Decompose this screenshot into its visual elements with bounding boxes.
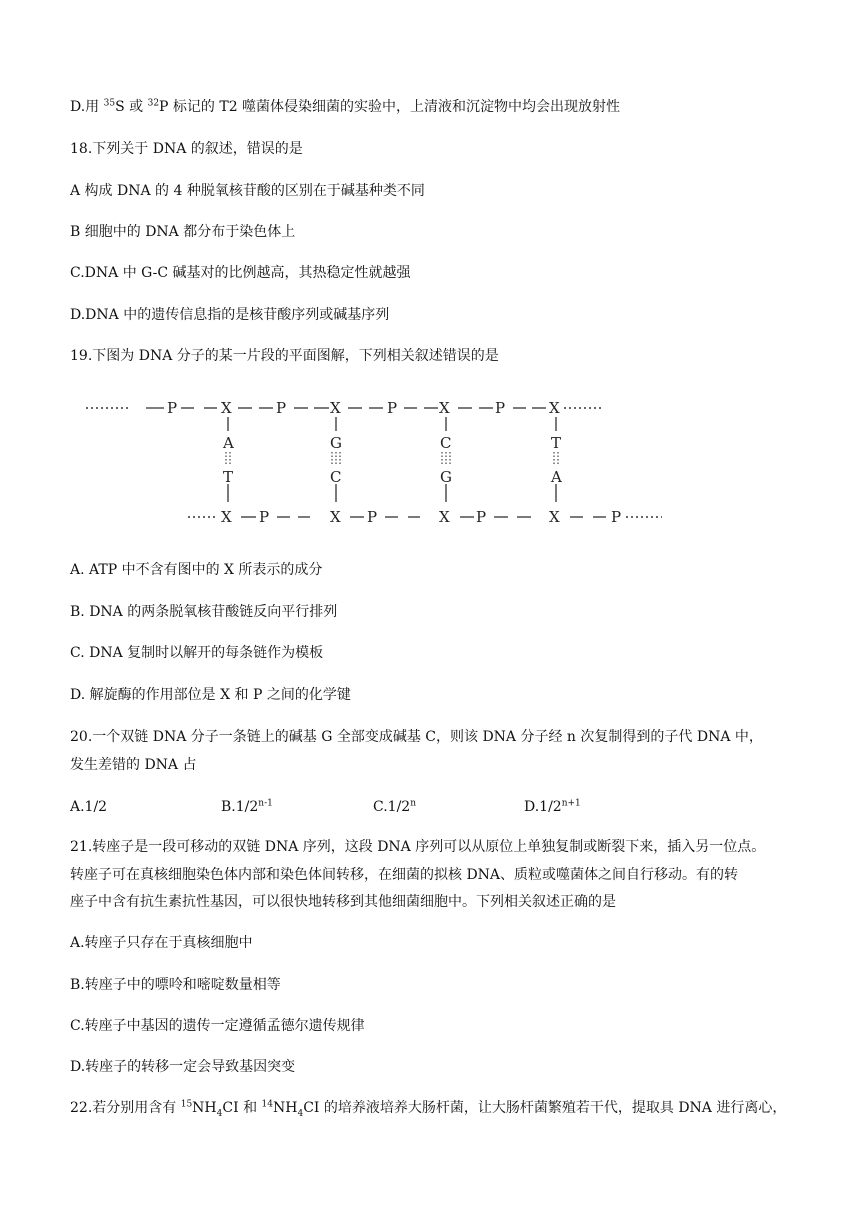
- x-label: X: [221, 508, 232, 526]
- base-label: G: [440, 468, 452, 486]
- q19-stem: 19.下图为 DNA 分子的某一片段的平面图解，下列相关叙述错误的是: [70, 348, 499, 364]
- text-fragment: B.1/2: [221, 799, 259, 815]
- dna-diagram: [80, 388, 680, 534]
- p-label: P: [259, 508, 270, 526]
- p-label: P: [167, 399, 178, 417]
- x-label: X: [221, 399, 232, 417]
- q22-stem: [70, 1098, 786, 1118]
- q19-option-b: B. DNA 的两条脱氧核苷酸链反向平行排列: [70, 604, 338, 620]
- text-fragment: CI 和: [222, 1100, 262, 1116]
- x-label: X: [439, 399, 450, 417]
- q18-option-a: A 构成 DNA 的 4 种脱氧核苷酸的区别在于碱基种类不同: [70, 183, 425, 199]
- base-label: T: [223, 468, 234, 486]
- p-label: P: [276, 399, 287, 417]
- q19-option-c: C. DNA 复制时以解开的每条链作为模板: [70, 645, 324, 661]
- superscript: n: [410, 798, 416, 809]
- text-fragment: P 标记的 T2 噬菌体侵染细菌的实验中，上清液和沉淀物中均会出现放射性: [159, 99, 621, 115]
- q21-option-c: C.转座子中基因的遗传一定遵循孟德尔遗传规律: [70, 1018, 365, 1034]
- q20-option-b: [221, 797, 273, 817]
- q20-stem-line1: 20.一个双链 DNA 分子一条链上的碱基 G 全部变成碱基 C，则该 DNA 分子经 n 次复制得到的子代 DNA 中，: [70, 729, 763, 745]
- q18-option-d: D.DNA 中的遗传信息指的是核苷酸序列或碱基序列: [70, 307, 390, 323]
- text-fragment: NH: [192, 1100, 217, 1116]
- hydrogen-bonds: [226, 452, 558, 466]
- text-fragment: D.1/2: [524, 799, 562, 815]
- text-fragment: CI 的培养液培养大肠杆菌，让大肠杆菌繁殖若干代，提取具 DNA 进行离心，: [303, 1100, 787, 1116]
- x-label: X: [549, 399, 560, 417]
- x-label: X: [330, 399, 341, 417]
- superscript: n-1: [258, 798, 273, 809]
- text-fragment: D.用: [70, 99, 104, 115]
- q21-stem-line1: 21.转座子是一段可移动的双链 DNA 序列，这段 DNA 序列可以从原位上单独复制或断裂下来，插入另一位点。: [70, 839, 766, 855]
- text-fragment: C.1/2: [373, 799, 411, 815]
- q19-option-a: A. ATP 中不含有图中的 X 所表示的成分: [70, 562, 323, 578]
- q21-stem-line2: 转座子可在真核细胞染色体内部和染色体间转移，在细菌的拟核 DNA、质粒或噬菌体之间自行移动。有的转: [70, 867, 739, 883]
- superscript: 32: [147, 98, 160, 109]
- q20-stem-line2: 发生差错的 DNA 占: [70, 757, 197, 773]
- text-fragment: S 或: [115, 99, 148, 115]
- base-label: A: [223, 434, 234, 452]
- x-label: X: [439, 508, 450, 526]
- x-label: X: [330, 508, 341, 526]
- base-label: C: [440, 434, 452, 452]
- p-label: P: [387, 399, 398, 417]
- q20-option-c: [373, 797, 416, 817]
- base-label: T: [551, 434, 562, 452]
- x-label: X: [549, 508, 560, 526]
- q20-option-d: [524, 797, 581, 817]
- subscript: 4: [297, 1108, 304, 1119]
- q19-option-d: D. 解旋酶的作用部位是 X 和 P 之间的化学键: [70, 687, 351, 703]
- text-fragment: 22.若分别用含有: [70, 1100, 181, 1116]
- superscript: 14: [261, 1099, 273, 1110]
- q18-stem: 18.下列关于 DNA 的叙述，错误的是: [70, 141, 303, 157]
- superscript: n+1: [561, 798, 581, 809]
- base-pair-connectors: [228, 417, 556, 502]
- text-fragment: NH: [272, 1100, 298, 1116]
- p-label: P: [367, 508, 378, 526]
- p-label: P: [476, 508, 487, 526]
- p-label: P: [611, 508, 622, 526]
- subscript: 4: [216, 1108, 223, 1119]
- base-label: C: [330, 468, 342, 486]
- q18-option-b: B 细胞中的 DNA 都分布于染色体上: [70, 224, 296, 240]
- q17-option-d: [70, 97, 620, 117]
- base-label: A: [551, 468, 562, 486]
- q21-option-a: A.转座子只存在于真核细胞中: [70, 935, 253, 951]
- q18-option-c: C.DNA 中 G-C 碱基对的比例越高，其热稳定性就越强: [70, 265, 411, 281]
- base-label: G: [330, 434, 342, 452]
- superscript: 35: [103, 98, 116, 109]
- q20-option-a: A.1/2: [70, 799, 108, 815]
- p-label: P: [495, 399, 506, 417]
- q21-option-d: D.转座子的转移一定会导致基因突变: [70, 1059, 296, 1075]
- q21-stem-line3: 座子中含有抗生素抗性基因，可以很快地转移到其他细菌细胞中。下列相关叙述正确的是: [70, 894, 616, 910]
- superscript: 15: [180, 1099, 193, 1110]
- q21-option-b: B.转座子中的嘌呤和嘧啶数量相等: [70, 977, 281, 993]
